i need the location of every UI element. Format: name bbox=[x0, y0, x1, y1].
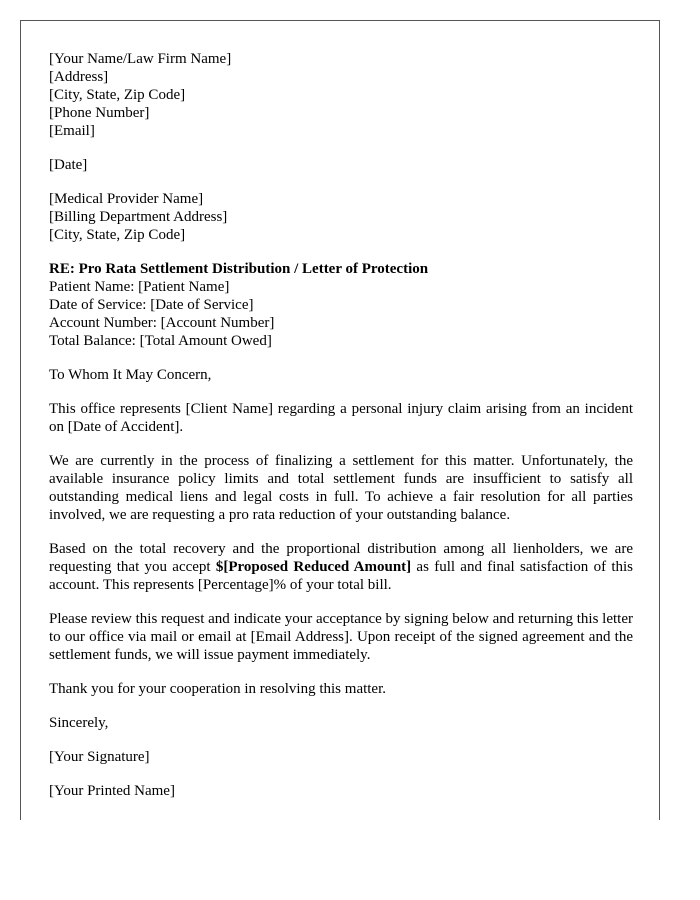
recipient-name: [Medical Provider Name] bbox=[49, 191, 204, 207]
paragraph-representation: This office represents [Client Name] regarding a personal injury claim arising from an incident on [Date of Accident]. bbox=[49, 401, 633, 435]
paragraph-settlement: We are currently in the process of finalizing a settlement for this matter. Unfortunately, the available insurance policy limits and total settlement funds are insufficient to satisfy all outstanding medical liens and legal costs in full. To achieve a fair resolution for all parties involved, we are requesting a pro rata reduction of your outstanding balance. bbox=[49, 453, 633, 523]
sender-city-state-zip: [City, State, Zip Code] bbox=[49, 87, 186, 103]
date-of-service: Date of Service: [Date of Service] bbox=[49, 297, 254, 313]
sender-name: [Your Name/Law Firm Name] bbox=[49, 51, 232, 67]
paragraph-thanks: Thank you for your cooperation in resolving this matter. bbox=[49, 681, 387, 697]
paragraph-review: Please review this request and indicate your acceptance by signing below and returning this letter to our office via mail or email at [Email Address]. Upon receipt of the signed agreement and the settlement funds, we will issue payment immediately. bbox=[49, 611, 633, 663]
request-text-after: as full and final satisfaction of this account. This represents [Percentage]% of your total bill. bbox=[49, 559, 634, 593]
re-subject: RE: Pro Rata Settlement Distribution / Letter of Protection bbox=[49, 261, 429, 277]
total-balance: Total Balance: [Total Amount Owed] bbox=[49, 333, 272, 349]
signature-line: [Your Signature] bbox=[49, 749, 150, 765]
salutation: To Whom It May Concern, bbox=[49, 367, 212, 383]
printed-name: [Your Printed Name] bbox=[49, 783, 175, 799]
recipient-block bbox=[49, 190, 633, 244]
letter-date: [Date] bbox=[49, 157, 88, 173]
sender-block bbox=[49, 50, 633, 140]
sender-address: [Address] bbox=[49, 69, 109, 85]
letter-page bbox=[20, 20, 660, 820]
letter-body bbox=[49, 50, 633, 816]
recipient-city-state-zip: [City, State, Zip Code] bbox=[49, 227, 186, 243]
recipient-address: [Billing Department Address] bbox=[49, 209, 228, 225]
request-text-before: Based on the total recovery and the proportional distribution among all lienholders, we are requesting that you accept bbox=[49, 541, 633, 575]
sender-email: [Email] bbox=[49, 123, 95, 139]
paragraph-request bbox=[49, 540, 633, 594]
account-number: Account Number: [Account Number] bbox=[49, 315, 275, 331]
closing: Sincerely, bbox=[49, 715, 109, 731]
proposed-amount: $[Proposed Reduced Amount] bbox=[215, 559, 412, 575]
sender-phone: [Phone Number] bbox=[49, 105, 150, 121]
re-block bbox=[49, 260, 633, 350]
patient-name: Patient Name: [Patient Name] bbox=[49, 279, 230, 295]
